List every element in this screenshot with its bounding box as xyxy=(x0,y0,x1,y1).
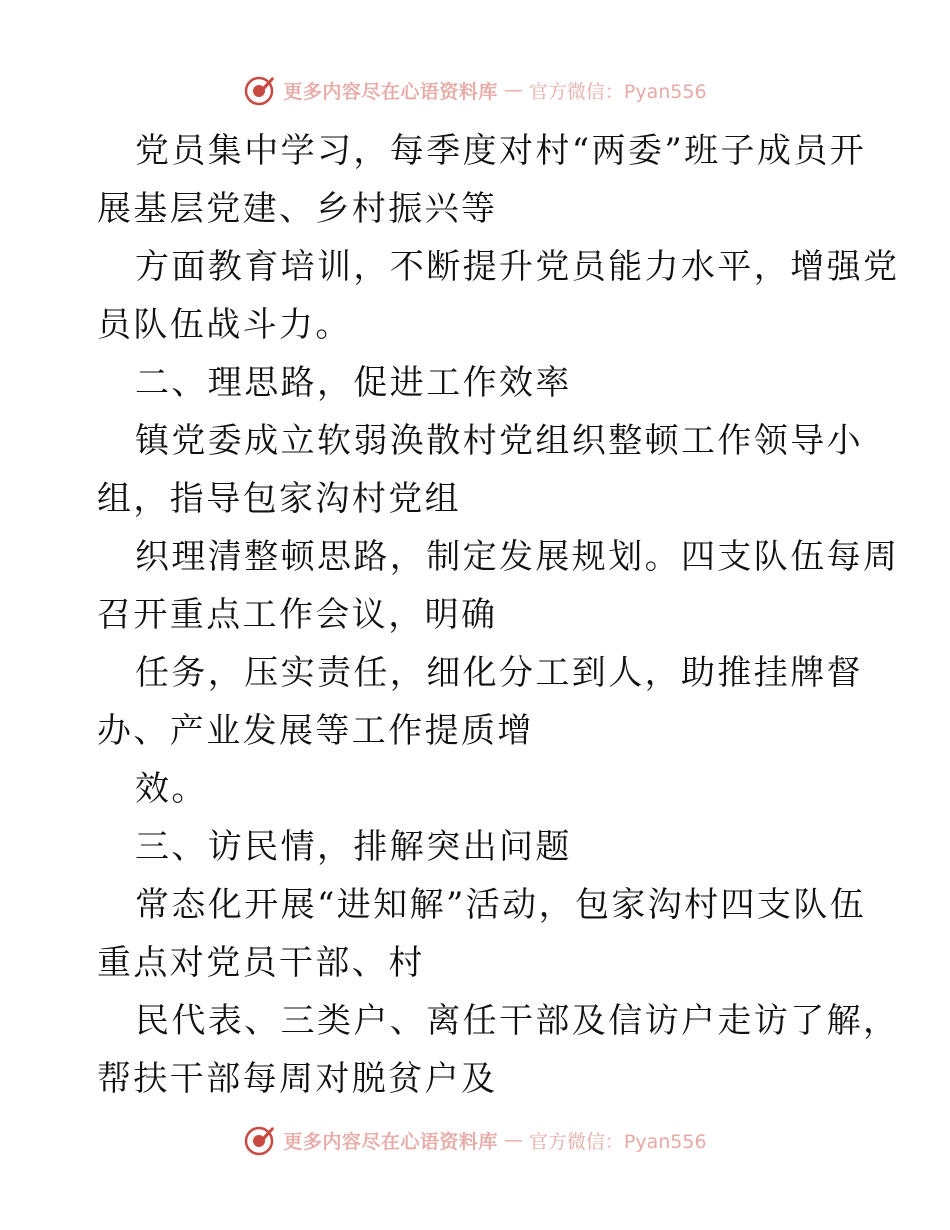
text-line: 方面教育培训，不断提升党员能力水平，增强党 xyxy=(135,247,900,287)
text-line: 重点对党员干部、村 xyxy=(97,943,425,983)
text-line: 帮扶干部每周对脱贫户及 xyxy=(97,1059,498,1099)
footer-watermark-banner xyxy=(0,1120,950,1160)
watermark-wechat-text: 官方微信：Pyan556 xyxy=(528,80,707,103)
text-line: 党员集中学习，每季度对村“两委”班子成员开 xyxy=(135,131,867,171)
text-line: 任务，压实责任，细化分工到人，助推挂牌督 xyxy=(135,653,863,693)
text-line: 民代表、三类户、离任干部及信访户走访了解， xyxy=(135,1001,900,1041)
text-line: 办、产业发展等工作提质增 xyxy=(97,711,534,751)
watermark-separator: — xyxy=(503,1129,523,1151)
document-body xyxy=(97,122,900,1108)
text-line: 镇党委成立软弱涣散村党组织整顿工作领导小 xyxy=(135,421,863,461)
text-line: 展基层党建、乡村振兴等 xyxy=(97,189,498,229)
text-line: 常态化开展“进知解”活动，包家沟村四支队伍 xyxy=(135,885,867,925)
watermark-wechat-text: 官方微信：Pyan556 xyxy=(528,1130,707,1153)
watermark-separator: — xyxy=(503,79,523,101)
header-watermark-banner xyxy=(0,70,950,110)
text-line: 效。 xyxy=(135,769,208,809)
section-heading: 三、访民情，排解突出问题 xyxy=(135,827,572,867)
pen-seal-icon xyxy=(243,1123,277,1157)
text-line: 召开重点工作会议，明确 xyxy=(97,595,498,635)
watermark-brand-text: 更多内容尽在心语资料库 xyxy=(283,80,498,103)
text-line: 织理清整顿思路，制定发展规划。四支队伍每周 xyxy=(135,537,900,577)
pen-seal-icon xyxy=(243,73,277,107)
text-line: 组，指导包家沟村党组 xyxy=(97,479,461,519)
section-heading: 二、理思路，促进工作效率 xyxy=(135,363,572,403)
watermark-brand-text: 更多内容尽在心语资料库 xyxy=(283,1130,498,1153)
text-line: 员队伍战斗力。 xyxy=(97,305,352,345)
